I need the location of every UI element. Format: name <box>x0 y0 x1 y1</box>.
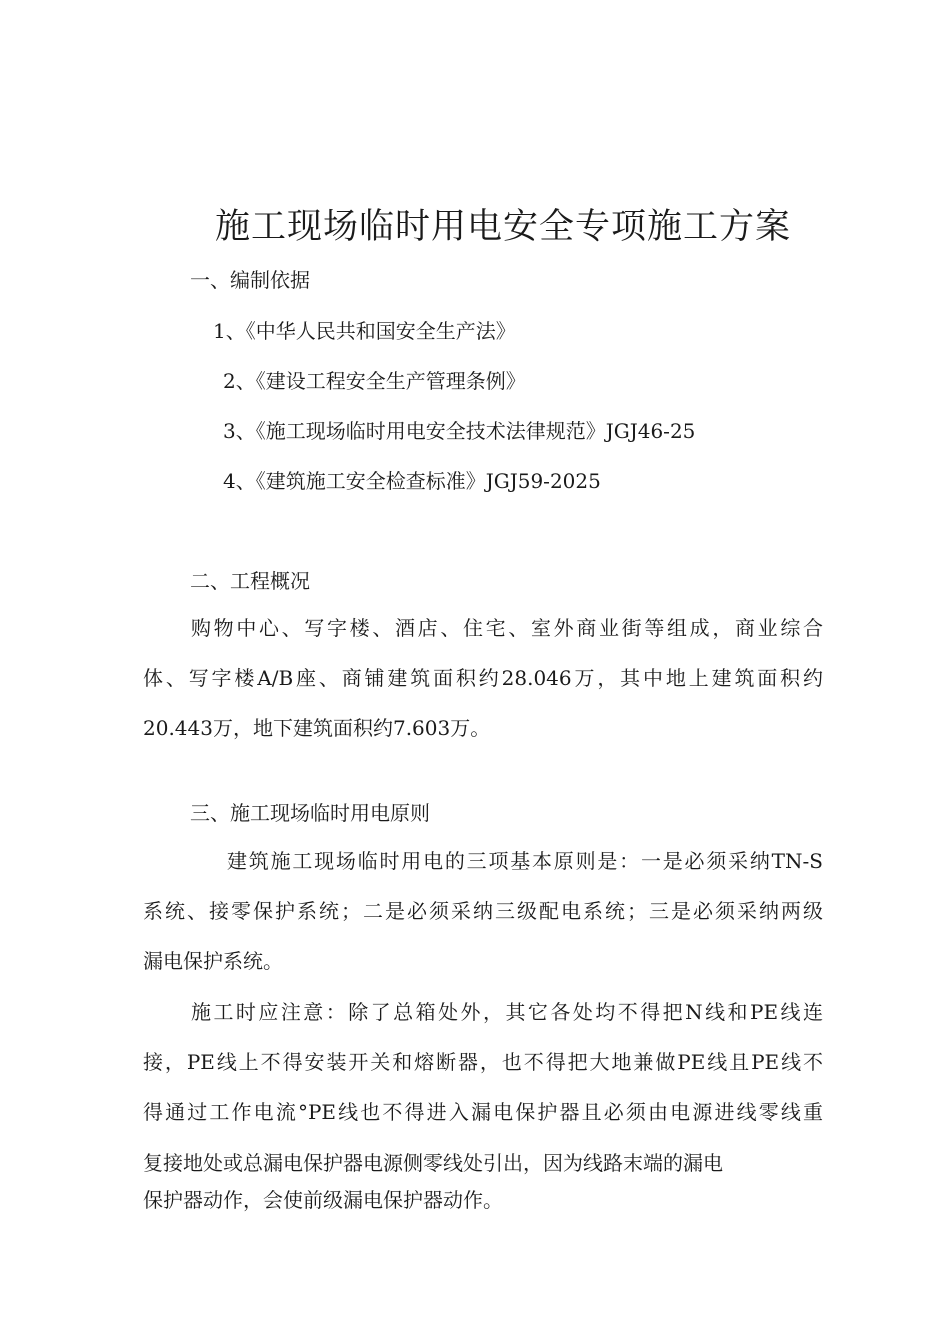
section-heading-principles: 三、施工现场临时用电原则 <box>190 801 430 825</box>
principles-p1-line-1: 建筑施工现场临时用电的三项基本原则是：一是必须采纳TN-S <box>227 849 823 873</box>
principles-p2-line-1: 施工时应注意：除了总箱处外，其它各处均不得把N线和PE线连 <box>191 1000 823 1024</box>
basis-item-4: 4、《建筑施工安全检查标准》JGJ59-2025 <box>223 469 601 493</box>
principles-p2-line-5: 保护器动作，会使前级漏电保护器动作。 <box>143 1188 503 1212</box>
principles-p2-line-2: 接，PE线上不得安装开关和熔断器，也不得把大地兼做PE线且PE线不 <box>143 1050 823 1074</box>
document-title: 施工现场临时用电安全专项施工方案 <box>214 207 791 247</box>
principles-p2-line-4: 复接地处或总漏电保护器电源侧零线处引出，因为线路末端的漏电 <box>143 1151 723 1175</box>
overview-line-3: 20.443万，地下建筑面积约7.603万。 <box>143 716 491 740</box>
principles-p1-line-3: 漏电保护系统。 <box>143 949 283 973</box>
principles-paragraph-1 <box>143 836 823 986</box>
principles-p2-line-3: 得通过工作电流°PE线也不得进入漏电保护器且必须由电源进线零线重 <box>143 1100 823 1124</box>
section-heading-overview: 二、工程概况 <box>190 569 310 593</box>
basis-item-3: 3、《施工现场临时用电安全技术法律规范》JGJ46-25 <box>223 419 696 443</box>
principles-p1-line-2: 系统、接零保护系统；二是必须采纳三级配电系统；三是必须采纳两级 <box>143 899 823 923</box>
overview-line-1: 购物中心、写字楼、酒店、住宅、室外商业街等组成，商业综合 <box>191 616 823 640</box>
overview-line-2: 体、写字楼A/B座、商铺建筑面积约28.046万，其中地上建筑面积约 <box>143 666 823 690</box>
basis-item-1: 1、《中华人民共和国安全生产法》 <box>213 319 516 343</box>
principles-paragraph-2 <box>143 987 823 1217</box>
basis-item-2: 2、《建设工程安全生产管理条例》 <box>223 369 526 393</box>
overview-paragraph <box>143 603 823 753</box>
section-heading-basis: 一、编制依据 <box>190 268 310 292</box>
